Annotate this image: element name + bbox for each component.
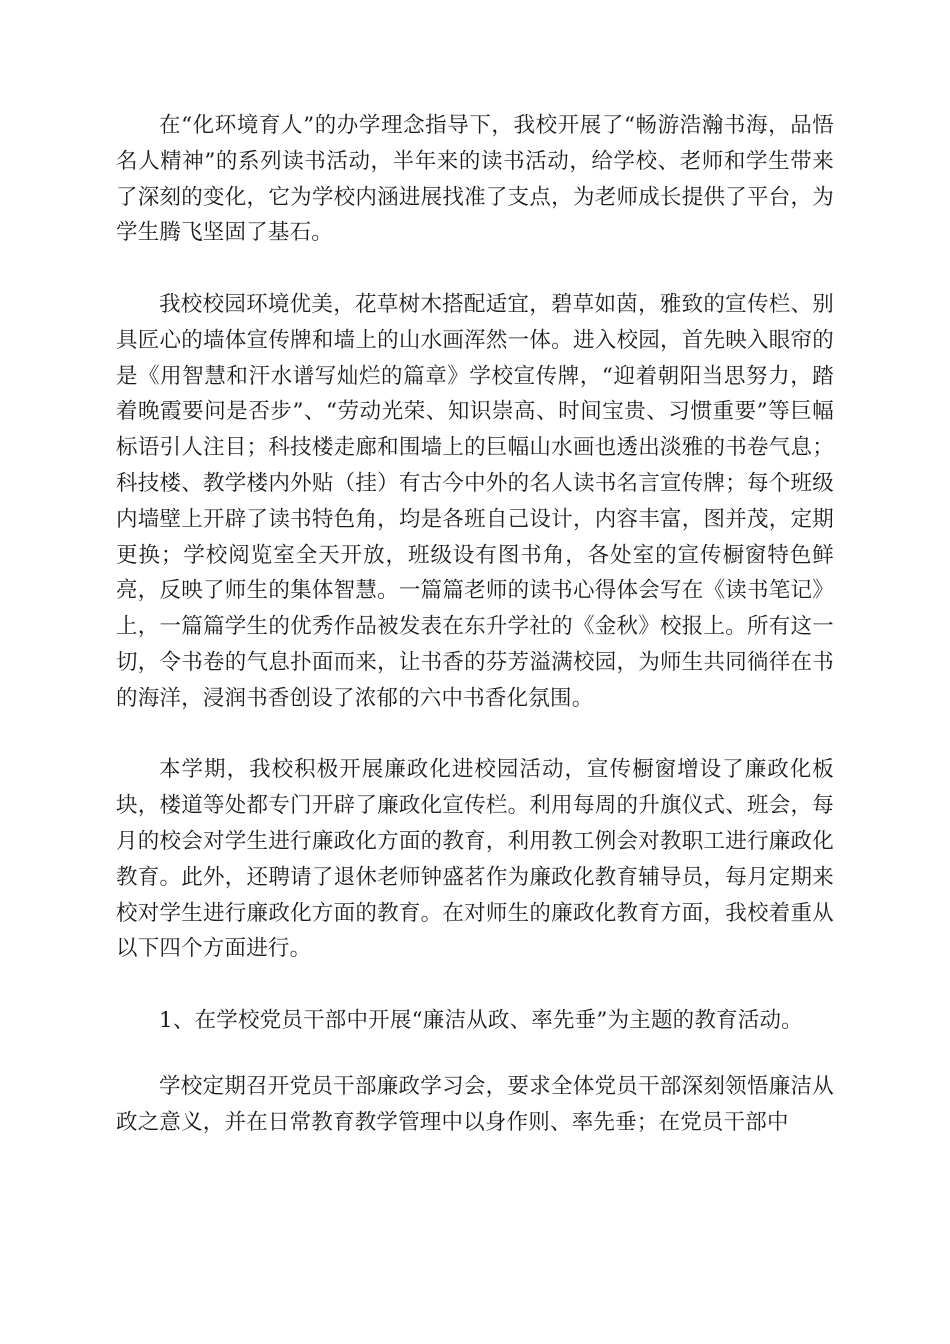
paragraph-section-heading-1: 1、在学校党员干部中开展“廉洁从政、率先垂”为主题的教育活动。 [159, 1007, 803, 1033]
paragraph-campus-environment: 我校校园环境优美，花草树木搭配适宜，碧草如茵，雅致的宣传栏、别具匠心的墙体宣传牌和墙上的山水画浑然一体。进入校园，首先映入眼帘的是《用智慧和汗水谱写灿烂的篇章》学校宣传牌，“迎着朝阳当思努力，踏着晚霞要问是否步”、“劳动光荣、知识崇高、时间宝贵、习惯重要”等巨幅标语引人注目；科技楼走廊和围墙上的巨幅山水画也透出淡雅的书卷气息；科技楼、教学楼内外贴（挂）有古今中外的名人读书名言宣传牌；每个班级内墙壁上开辟了读书特色角，均是各班自己设计，内容丰富，图并茂，定期更换；学校阅览室全天开放，班级设有图书角，各处室的宣传橱窗特色鲜亮，反映了师生的集体智慧。一篇篇老师的读书心得体会写在《读书笔记》上，一篇篇学生的优秀作品被发表在东升学社的《金秋》校报上。所有这一切，令书卷的气息扑面而来，让书香的芬芳溢满校园，为师生共同徜徉在书的海洋，浸润书香创设了浓郁的六中书香化氛围。 [116, 291, 834, 711]
paragraph-party-cadre-study: 学校定期召开党员干部廉政学习会，要求全体党员干部深刻领悟廉洁从政之意义，并在日常教育教学管理中以身作则、率先垂；在党员干部中 [116, 1073, 834, 1135]
document-body [116, 108, 834, 1176]
paragraph-reading-activity-intro: 在“化环境育人”的办学理念指导下，我校开展了“畅游浩瀚书海，品悟名人精神”的系列读书活动，半年来的读书活动，给学校、老师和学生带来了深刻的变化，它为学校内涵进展找准了支点，为老师成长提供了平台，为学生腾飞坚固了基石。 [116, 113, 834, 246]
paragraph-integrity-culture: 本学期，我校积极开展廉政化进校园活动，宣传橱窗增设了廉政化板块，楼道等处都专门开辟了廉政化宣传栏。利用每周的升旗仪式、班会，每月的校会对学生进行廉政化方面的教育，利用教工例会对教职工进行廉政化教育。此外，还聘请了退休老师钟盛茗作为廉政化教育辅导员，每月定期来校对学生进行廉政化方面的教育。在对师生的廉政化教育方面，我校着重从以下四个方面进行。 [116, 757, 834, 962]
